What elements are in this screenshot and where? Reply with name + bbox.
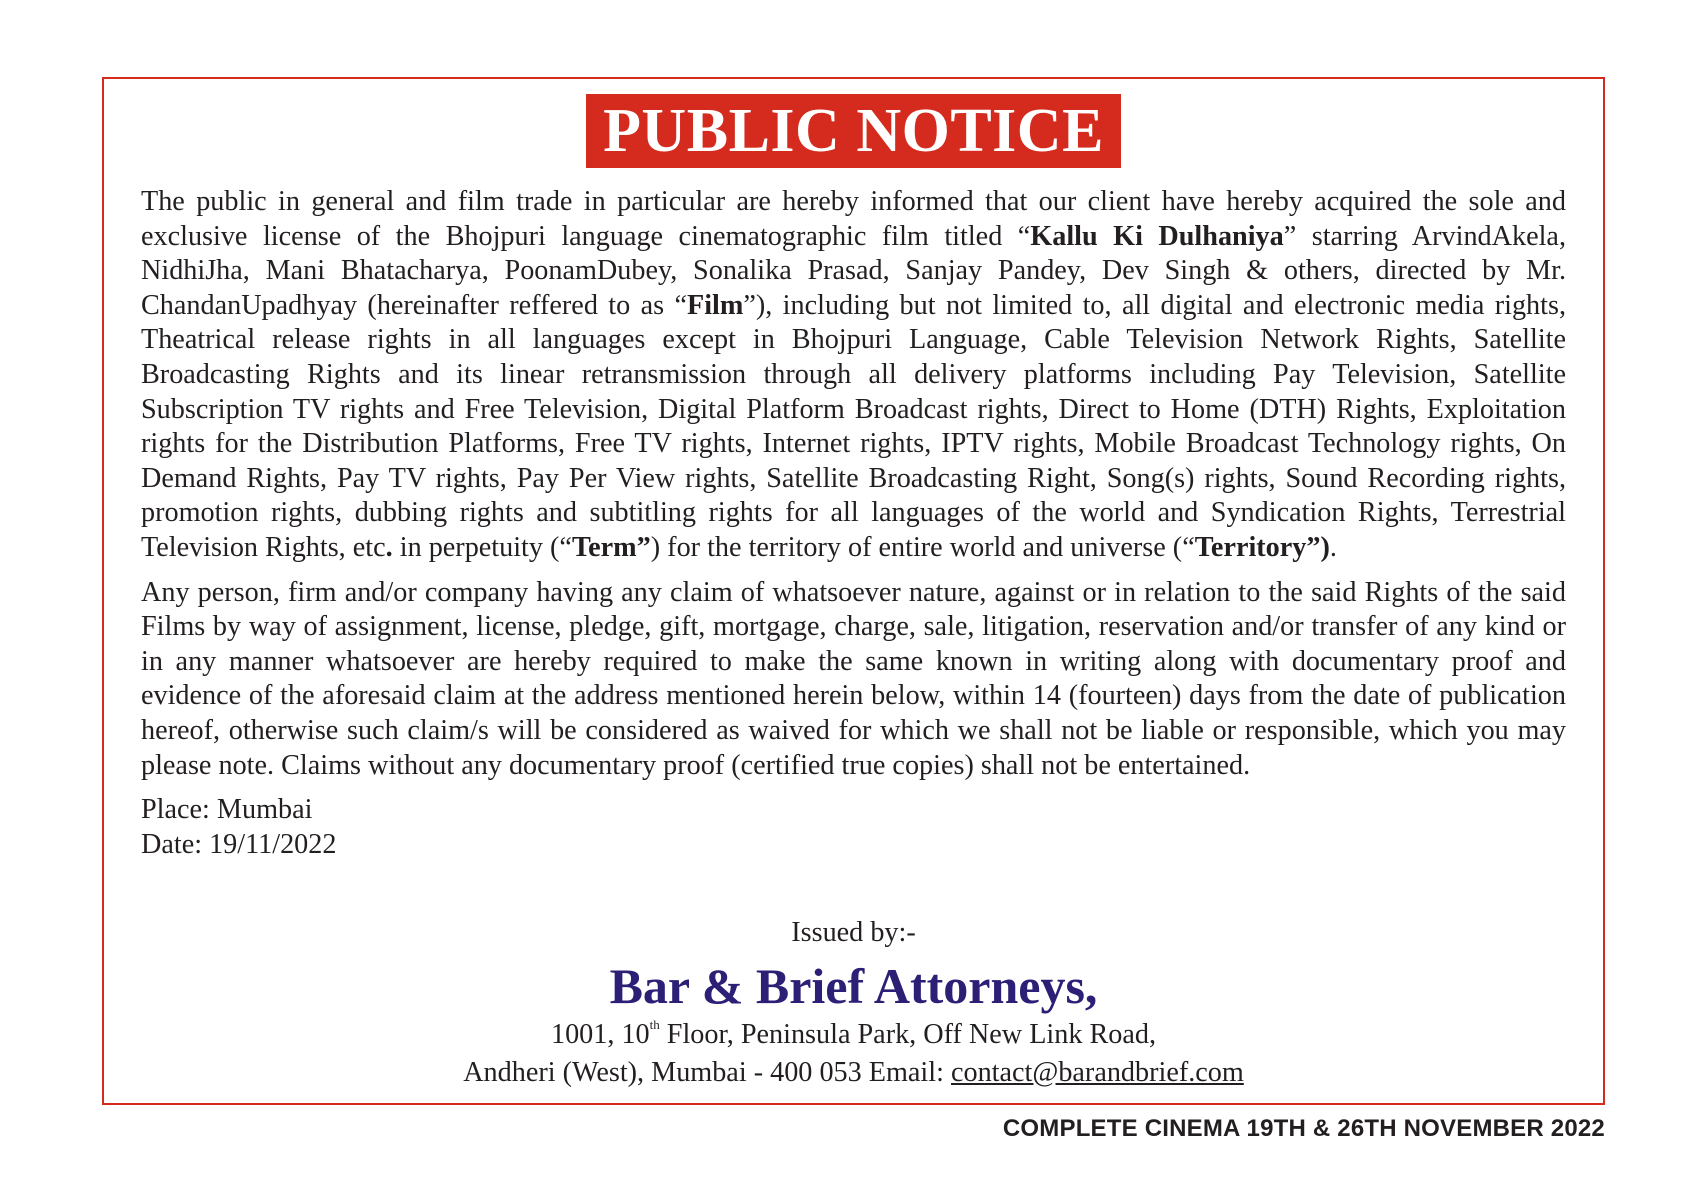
paragraph-text: ” starring ArvindAkela, NidhiJha, Mani Bhatacharya, PoonamDubey, Sonalika Prasad, Sanjay Pandey, Dev Singh & others, directed by Mr. ChandanUpadhyay (hereinafter reffered to as “ — [141, 220, 1566, 321]
notice-body — [141, 185, 1566, 862]
paragraph-text: ) for the territory of entire world and universe (“ — [650, 531, 1195, 563]
address-text: Floor, Peninsula Park, Off New Link Road, — [659, 1019, 1157, 1050]
address-text: 1001, 10 — [550, 1019, 650, 1050]
period-mark: . — [385, 531, 393, 563]
term-definition: Term” — [571, 531, 651, 563]
email-link[interactable]: contact@barandbrief.com — [950, 1057, 1244, 1088]
paragraph-text: . — [1329, 531, 1337, 563]
paragraph-license — [141, 185, 1566, 566]
paragraph-text: in perpetuity (“ — [392, 531, 572, 563]
film-definition: Film — [686, 289, 744, 321]
publication-credit: COMPLETE CINEMA 19TH & 26TH NOVEMBER 2022 — [1002, 1115, 1605, 1142]
notice-title: PUBLIC NOTICE — [586, 94, 1121, 168]
address-line-1 — [104, 1016, 1603, 1054]
date-line: Date: 19/11/2022 — [141, 828, 337, 860]
ordinal-suffix: th — [649, 1017, 660, 1032]
paragraph-claims: Any person, firm and/or company having any claim of whatsoever nature, against or in relation to the said Rights of the said Films by way of assignment, license, pledge, gift, mortgage, charge, sale, litigation, reservation and/or transfer of any kind or in any manner whatsoever are hereby required to make the same known in writing along with documentary proof and evidence of the aforesaid claim at the address mentioned herein below, within 14 (fourteen) days from the date of publication hereof, otherwise such claim/s will be considered as waived for which we shall not be liable or responsible, which you may please note. Claims without any documentary proof (certified true copies) shall not be entertained. — [141, 576, 1566, 781]
territory-definition: Territory”) — [1194, 531, 1330, 563]
title-wrap — [104, 94, 1603, 168]
firm-name: Bar & Brief Attorneys, — [609, 958, 1098, 1014]
film-title: Kallu Ki Dulhaniya — [1030, 220, 1284, 252]
paragraph-text: The public in general and film trade in particular are hereby informed that our client have hereby acquired the sole and exclusive license of the Bhojpuri language cinematographic film titled “ — [141, 186, 1566, 252]
place-line: Place: Mumbai — [141, 794, 313, 826]
address-text: Andheri (West), Mumbai - 400 053 Email: — [463, 1057, 951, 1088]
address-line-2 — [104, 1054, 1603, 1092]
notice-frame — [102, 77, 1605, 1105]
issued-by-label: Issued by:- — [791, 917, 916, 948]
paragraph-text: ”), including but not limited to, all digital and electronic media rights, Theatrical release rights in all languages except in Bhojpuri Language, Cable Television Network Rights, Satellite Broadcasting Rights and its linear retransmission through all delivery platforms including Pay Television, Satellite Subscription TV rights and Free Television, Digital Platform Broadcast rights, Direct to Home (DTH) Rights, Exploitation rights for the Distribution Platforms, Free TV rights, Internet rights, IPTV rights, Mobile Broadcast Technology rights, On Demand Rights, Pay TV rights, Pay Per View rights, Satellite Broadcasting Right, Song(s) rights, Sound Recording rights, promotion rights, dubbing rights and subtitling rights for all languages of the world and Syndication Rights, Terrestrial Television Rights, etc — [141, 289, 1566, 563]
issuer-block — [104, 916, 1603, 1092]
